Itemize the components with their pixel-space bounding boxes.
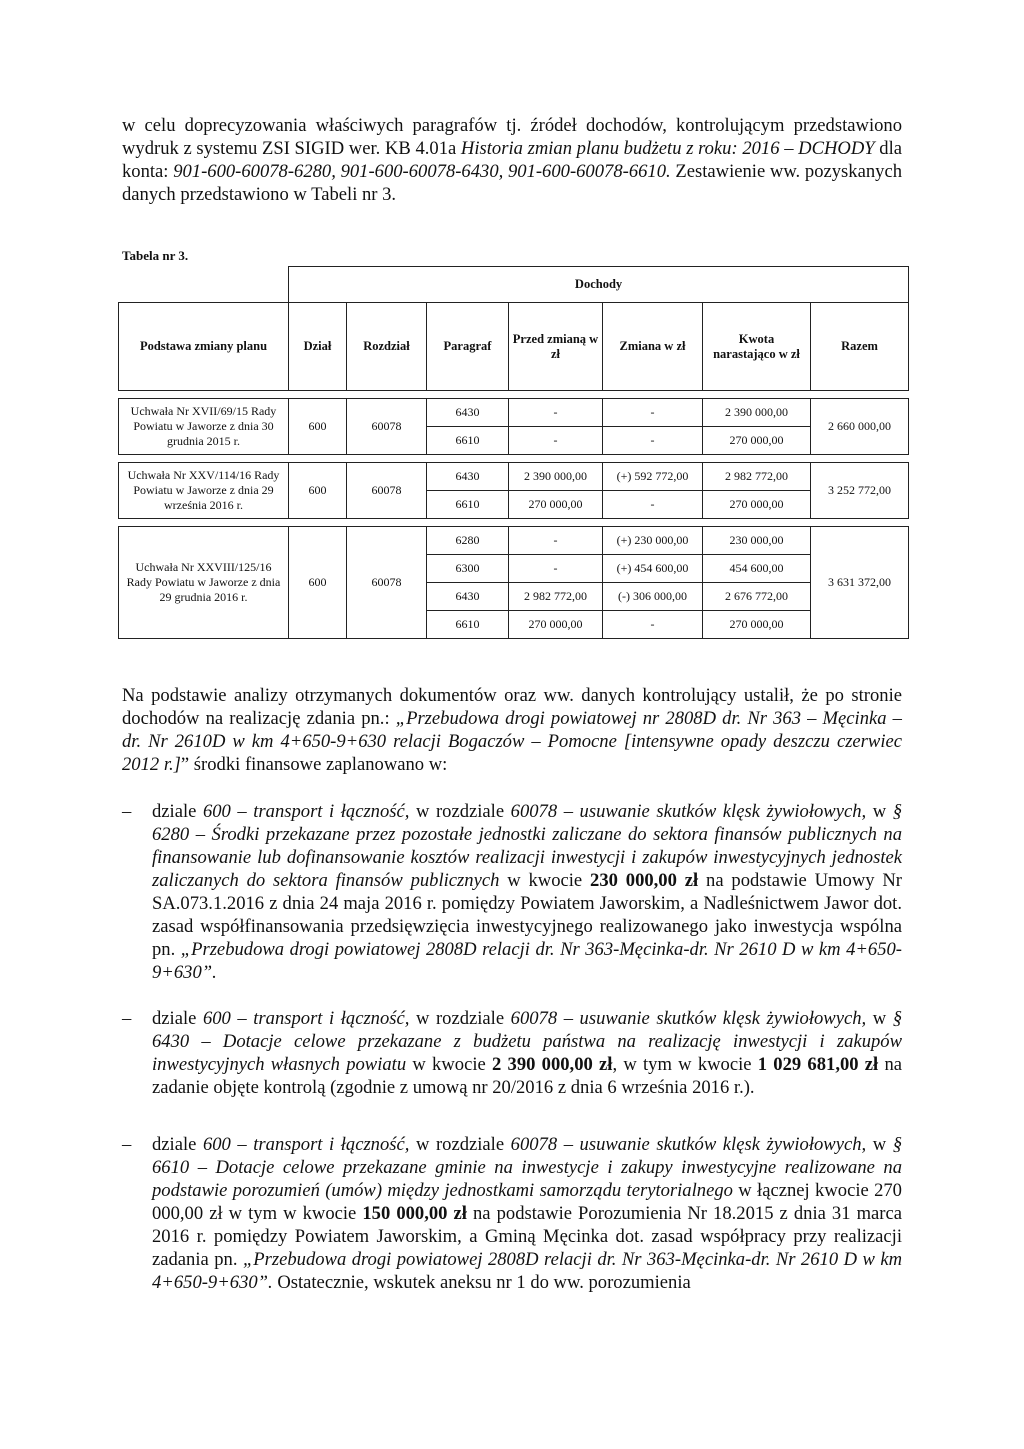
cell-paragraf: 6430: [427, 463, 509, 491]
bullet-6430: – dziale 600 – transport i łączność, w rozdziale 60078 – usuwanie skutków klęsk żywiołowych, w § 6430 – Dotacje celowe przekazane z budżetu państwa na realizację inwestycji i zakupów inwestycyjnych własnych powiatu w kwocie 2 390 000,00 zł, w tym w kwocie 1 029 681,00 zł na zadanie objęte kontrolą (zgodnie z umową nr 20/2016 z dnia 6 września 2016 r.).: [122, 1008, 903, 1098]
cell-podstawa: Uchwała Nr XVII/69/15 Rady Powiatu w Jaworze z dnia 30 grudnia 2015 r.: [119, 399, 289, 455]
bullet-6280: – dziale 600 – transport i łączność, w rozdziale 60078 – usuwanie skutków klęsk żywiołowych, w § 6280 – Środki przekazane przez pozostałe jednostki zaliczane do sektora finansów publicznych na finansowanie lub dofinansowanie kosztów realizacji inwestycji i zakupów inwestycyjnych jednostek zaliczanych do sektora finansów publicznych w kwocie 230 000,00 zł na podstawie Umowy Nr SA.073.1.2016 z dnia 24 maja 2016 r. pomiędzy Powiatem Jaworskim, a Nadleśnictwem Jawor dot. zasad współfinansowania przedsięwzięcia inwestycyjnego realizowanego jako inwestycja wspólna pn. „Przebudowa drogi powiatowej 2808D relacji dr. Nr 363-Męcinka-dr. Nr 2610 D w km 4+650-9+630”.: [122, 801, 903, 983]
cell-zmiana: -: [603, 491, 703, 519]
cell-przed: 270 000,00: [509, 491, 603, 519]
income-table: [118, 266, 909, 639]
cell-przed: -: [509, 527, 603, 555]
header-dzial: Dział: [289, 303, 347, 391]
cell-dzial: 600: [289, 463, 347, 519]
intro-paragraph: w celu doprecyzowania właściwych paragrafów tj. źródeł dochodów, kontrolującym przedstawiono wydruk z systemu ZSI SIGID wer. KB 4.01a Historia zmian planu budżetu z roku: 2016 – DCHODY dla konta: 901-600-60078-6280, 901-600-60078-6430, 901-600-60078-6610. Zestawienie ww. pozyskanych danych przedstawiono w Tabeli nr 3.: [122, 115, 902, 205]
cell-rozdzial: 60078: [347, 527, 427, 639]
cell-razem: 3 631 372,00: [811, 527, 909, 639]
cell-kwota: 270 000,00: [703, 611, 811, 639]
cell-kwota: 2 390 000,00: [703, 399, 811, 427]
cell-kwota: 2 982 772,00: [703, 463, 811, 491]
cell-zmiana: (+) 592 772,00: [603, 463, 703, 491]
cell-przed: 270 000,00: [509, 611, 603, 639]
cell-zmiana: -: [603, 427, 703, 455]
header-paragraf: Paragraf: [427, 303, 509, 391]
cell-paragraf: 6610: [427, 611, 509, 639]
cell-paragraf: 6610: [427, 491, 509, 519]
dash-mark: –: [122, 1134, 132, 1155]
cell-kwota: 270 000,00: [703, 491, 811, 519]
cell-kwota: 454 600,00: [703, 555, 811, 583]
empty-header: [119, 267, 289, 303]
cell-przed: 2 390 000,00: [509, 463, 603, 491]
cell-zmiana: -: [603, 399, 703, 427]
cell-zmiana: (+) 230 000,00: [603, 527, 703, 555]
cell-zmiana: (+) 454 600,00: [603, 555, 703, 583]
header-razem: Razem: [811, 303, 909, 391]
cell-rozdzial: 60078: [347, 463, 427, 519]
cell-paragraf: 6610: [427, 427, 509, 455]
cell-przed: -: [509, 427, 603, 455]
cell-podstawa: Uchwała Nr XXVIII/125/16 Rady Powiatu w Jaworze z dnia 29 grudnia 2016 r.: [119, 527, 289, 639]
header-podstawa: Podstawa zmiany planu: [119, 303, 289, 391]
table-row: [119, 463, 909, 491]
cell-paragraf: 6430: [427, 583, 509, 611]
cell-kwota: 2 676 772,00: [703, 583, 811, 611]
table-label: Tabela nr 3.: [122, 248, 189, 263]
header-zmiana: Zmiana w zł: [603, 303, 703, 391]
cell-paragraf: 6430: [427, 399, 509, 427]
cell-paragraf: 6280: [427, 527, 509, 555]
cell-dzial: 600: [289, 527, 347, 639]
bullet-6610: – dziale 600 – transport i łączność, w rozdziale 60078 – usuwanie skutków klęsk żywiołowych, w § 6610 – Dotacje celowe przekazane gminie na inwestycje i zakupy inwestycyjne realizowane na podstawie porozumień (umów) między jednostkami samorządu terytorialnego w łącznej kwocie 270 000,00 zł w tym w kwocie 150 000,00 zł na podstawie Porozumienia Nr 18.2015 z dnia 31 marca 2016 r. pomiędzy Powiatem Jaworskim, a Gminą Męcinka dot. zasad współpracy przy realizacji zadania pn. „Przebudowa drogi powiatowej 2808D relacji dr. Nr 363-Męcinka-dr. Nr 2610 D w km 4+650-9+630”. Ostatecznie, wskutek aneksu nr 1 do ww. porozumienia: [122, 1134, 903, 1293]
cell-przed: -: [509, 555, 603, 583]
table-row: [119, 399, 909, 427]
cell-razem: 2 660 000,00: [811, 399, 909, 455]
cell-przed: -: [509, 399, 603, 427]
dash-mark: –: [122, 801, 132, 822]
cell-paragraf: 6300: [427, 555, 509, 583]
cell-razem: 3 252 772,00: [811, 463, 909, 519]
cell-podstawa: Uchwała Nr XXV/114/16 Rady Powiatu w Jaworze z dnia 29 września 2016 r.: [119, 463, 289, 519]
dash-mark: –: [122, 1008, 132, 1029]
cell-przed: 2 982 772,00: [509, 583, 603, 611]
cell-zmiana: -: [603, 611, 703, 639]
cell-kwota: 230 000,00: [703, 527, 811, 555]
cell-rozdzial: 60078: [347, 399, 427, 455]
header-kwota: Kwota narastająco w zł: [703, 303, 811, 391]
analysis-paragraph: Na podstawie analizy otrzymanych dokumentów oraz ww. danych kontrolujący ustalił, że po stronie dochodów na realizację zdania pn.: „Przebudowa drogi powiatowej nr 2808D dr. Nr 363 – Męcinka – dr. Nr 2610D w km 4+650-9+630 relacji Bogaczów – Pomocne [intensywne opady deszczu czerwiec 2012 r.]” środki finansowe zaplanowano w:: [122, 685, 902, 775]
cell-dzial: 600: [289, 399, 347, 455]
cell-zmiana: (-) 306 000,00: [603, 583, 703, 611]
header-przed: Przed zmianą w zł: [509, 303, 603, 391]
group-header: Dochody: [289, 267, 909, 303]
cell-kwota: 270 000,00: [703, 427, 811, 455]
table-row: [119, 527, 909, 555]
header-rozdzial: Rozdział: [347, 303, 427, 391]
